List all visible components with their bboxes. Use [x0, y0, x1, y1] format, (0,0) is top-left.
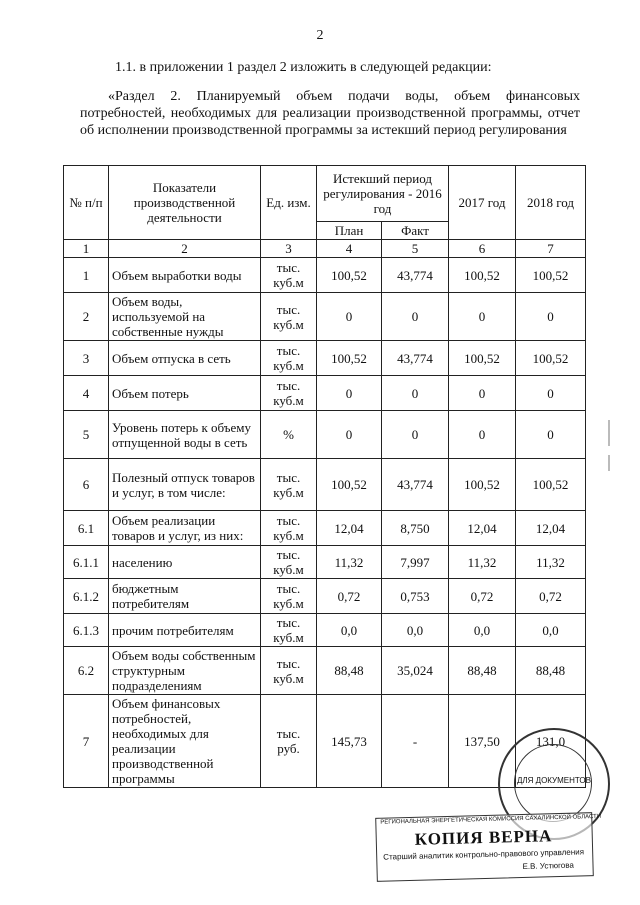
row-2017: 0 — [449, 411, 516, 459]
col-number: 5 — [382, 240, 449, 258]
table-row — [64, 511, 586, 546]
row-fact: 7,997 — [382, 546, 449, 579]
row-num: 1 — [64, 258, 109, 293]
row-plan: 0 — [317, 411, 382, 459]
row-indicator: бюджетным потребителям — [109, 579, 261, 614]
row-2018: 0,72 — [516, 579, 586, 614]
stamp-role: Старший аналитик контрольно-правового управления — [383, 847, 585, 862]
stamp-organization: РЕГИОНАЛЬНАЯ ЭНЕРГЕТИЧЕСКАЯ КОМИССИЯ САХАЛИНСКОЙ ОБЛАСТИ — [380, 813, 602, 826]
row-fact: - — [382, 695, 449, 788]
row-indicator: Объем отпуска в сеть — [109, 341, 261, 376]
header-unit: Ед. изм. — [261, 166, 317, 240]
row-plan: 0 — [317, 376, 382, 411]
row-indicator: Объем выработки воды — [109, 258, 261, 293]
row-2017: 88,48 — [449, 647, 516, 695]
scan-edge-mark — [608, 455, 610, 471]
row-2018: 131,0 — [516, 695, 586, 788]
row-num: 6.1 — [64, 511, 109, 546]
row-plan: 100,52 — [317, 459, 382, 511]
row-indicator: прочим потребителям — [109, 614, 261, 647]
header-plan: План — [317, 222, 382, 240]
row-2017: 0,72 — [449, 579, 516, 614]
col-number: 2 — [109, 240, 261, 258]
table-row — [64, 293, 586, 341]
row-plan: 100,52 — [317, 258, 382, 293]
row-2017: 0 — [449, 376, 516, 411]
row-plan: 145,73 — [317, 695, 382, 788]
row-2017: 100,52 — [449, 258, 516, 293]
row-2018: 11,32 — [516, 546, 586, 579]
row-plan: 0 — [317, 293, 382, 341]
row-num: 7 — [64, 695, 109, 788]
row-plan: 12,04 — [317, 511, 382, 546]
table-row — [64, 376, 586, 411]
row-indicator: Полезный отпуск товаров и услуг, в том числе: — [109, 459, 261, 511]
row-2018: 0 — [516, 293, 586, 341]
row-indicator: населению — [109, 546, 261, 579]
stamp-signatory: Е.В. Устюгова — [522, 860, 574, 872]
row-num: 5 — [64, 411, 109, 459]
row-unit: тыс. куб.м — [261, 614, 317, 647]
production-program-table — [63, 165, 586, 788]
row-2017: 0 — [449, 293, 516, 341]
row-indicator: Объем потерь — [109, 376, 261, 411]
row-2018: 0 — [516, 411, 586, 459]
row-plan: 0,0 — [317, 614, 382, 647]
row-2018: 100,52 — [516, 341, 586, 376]
certified-copy-stamp — [375, 812, 602, 882]
row-num: 6.1.1 — [64, 546, 109, 579]
row-2017: 100,52 — [449, 459, 516, 511]
row-unit: тыс. куб.м — [261, 647, 317, 695]
row-unit: % — [261, 411, 317, 459]
row-fact: 43,774 — [382, 258, 449, 293]
row-2017: 12,04 — [449, 511, 516, 546]
row-2018: 100,52 — [516, 258, 586, 293]
row-indicator: Объем воды, используемой на собственные нужды — [109, 293, 261, 341]
row-fact: 8,750 — [382, 511, 449, 546]
row-unit: тыс. куб.м — [261, 459, 317, 511]
row-unit: тыс. куб.м — [261, 293, 317, 341]
seal-text: ДЛЯ ДОКУМЕНТОВ — [516, 776, 591, 785]
row-fact: 43,774 — [382, 341, 449, 376]
row-indicator: Объем реализации товаров и услуг, из них: — [109, 511, 261, 546]
row-num: 6 — [64, 459, 109, 511]
row-2018: 100,52 — [516, 459, 586, 511]
row-fact: 35,024 — [382, 647, 449, 695]
row-unit: тыс. куб.м — [261, 511, 317, 546]
table-row — [64, 459, 586, 511]
row-num: 6.1.3 — [64, 614, 109, 647]
row-2018: 12,04 — [516, 511, 586, 546]
row-unit: тыс. куб.м — [261, 579, 317, 614]
col-number: 3 — [261, 240, 317, 258]
row-2017: 0,0 — [449, 614, 516, 647]
row-2018: 88,48 — [516, 647, 586, 695]
row-2018: 0,0 — [516, 614, 586, 647]
row-plan: 0,72 — [317, 579, 382, 614]
row-fact: 0 — [382, 293, 449, 341]
row-unit: тыс. куб.м — [261, 546, 317, 579]
table-row — [64, 411, 586, 459]
row-indicator: Объем воды собственным структурным подразделениям — [109, 647, 261, 695]
page-number: 2 — [316, 28, 324, 43]
table-row — [64, 341, 586, 376]
row-fact: 43,774 — [382, 459, 449, 511]
row-unit: тыс. куб.м — [261, 376, 317, 411]
stamp-title: КОПИЯ ВЕРНА — [414, 826, 553, 849]
row-unit: тыс. руб. — [261, 695, 317, 788]
col-number: 7 — [516, 240, 586, 258]
row-num: 3 — [64, 341, 109, 376]
row-fact: 0,0 — [382, 614, 449, 647]
row-indicator: Уровень потерь к объему отпущенной воды в сеть — [109, 411, 261, 459]
header-num: № п/п — [64, 166, 109, 240]
row-2018: 0 — [516, 376, 586, 411]
row-plan: 11,32 — [317, 546, 382, 579]
row-unit: тыс. куб.м — [261, 258, 317, 293]
table-row — [64, 258, 586, 293]
row-num: 2 — [64, 293, 109, 341]
header-2017: 2017 год — [449, 166, 516, 240]
table-row — [64, 614, 586, 647]
header-period: Истекший период регулирования - 2016 год — [317, 166, 449, 222]
col-number: 1 — [64, 240, 109, 258]
row-fact: 0,753 — [382, 579, 449, 614]
row-2017: 11,32 — [449, 546, 516, 579]
table-row — [64, 546, 586, 579]
row-plan: 88,48 — [317, 647, 382, 695]
row-plan: 100,52 — [317, 341, 382, 376]
row-2017: 137,50 — [449, 695, 516, 788]
table-row — [64, 579, 586, 614]
row-2017: 100,52 — [449, 341, 516, 376]
row-num: 6.2 — [64, 647, 109, 695]
instruction-text: 1.1. в приложении 1 раздел 2 изложить в следующей редакции: — [115, 60, 492, 75]
row-fact: 0 — [382, 411, 449, 459]
scan-edge-mark — [608, 420, 610, 446]
table-row — [64, 647, 586, 695]
section-paragraph: «Раздел 2. Планируемый объем подачи воды, объем финансовых потребностей, необходимых для реализации производственной программы, отчет об исполнении производственной программы за истекший период регулирования — [80, 89, 580, 138]
row-unit: тыс. куб.м — [261, 341, 317, 376]
header-2018: 2018 год — [516, 166, 586, 240]
row-indicator: Объем финансовых потребностей, необходимых для реализации производственной программы — [109, 695, 261, 788]
row-num: 4 — [64, 376, 109, 411]
header-indicator: Показатели производственной деятельности — [109, 166, 261, 240]
col-number: 4 — [317, 240, 382, 258]
row-fact: 0 — [382, 376, 449, 411]
row-num: 6.1.2 — [64, 579, 109, 614]
header-fact: Факт — [382, 222, 449, 240]
col-number: 6 — [449, 240, 516, 258]
